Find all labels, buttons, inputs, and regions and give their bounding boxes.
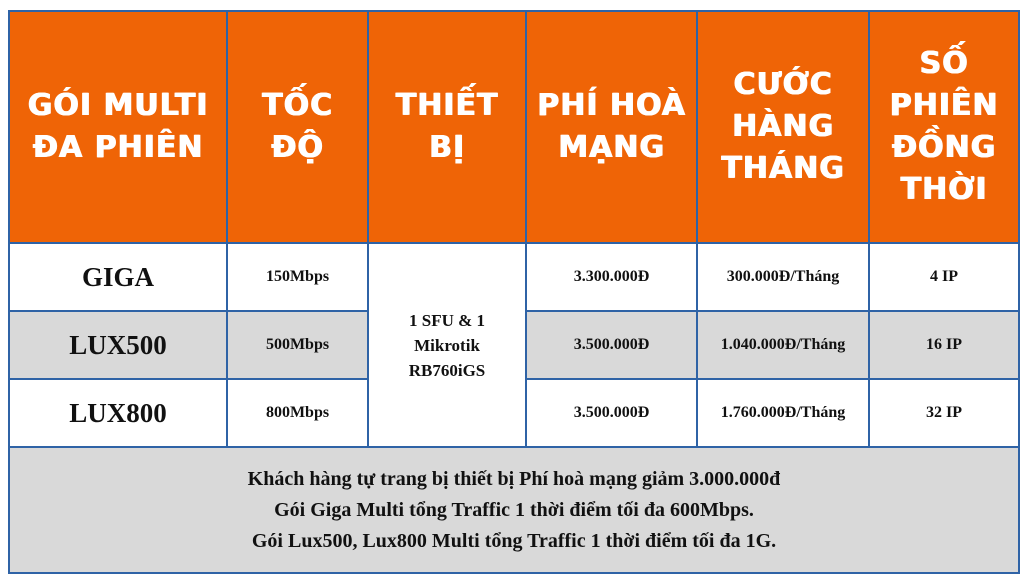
header-package: GÓI MULTI ĐA PHIÊN [9,11,227,243]
header-row [9,11,1019,243]
note-line: Gói Giga Multi tổng Traffic 1 thời điểm tối đa 600Mbps. [274,498,754,521]
note-line: Gói Lux500, Lux800 Multi tổng Traffic 1 thời điểm tối đa 1G. [251,529,777,552]
header-speed: TỐC ĐỘ [227,11,368,243]
header-sessions: SỐ PHIÊN ĐỒNG THỜI [869,11,1019,243]
package-name: LUX500 [9,311,227,379]
monthly-fee: 1.040.000Đ/Tháng [697,311,869,379]
header-install-fee: PHÍ HOÀ MẠNG [526,11,697,243]
pricing-table [8,10,1020,574]
package-name: LUX800 [9,379,227,447]
monthly-fee: 1.760.000Đ/Tháng [697,379,869,447]
note-line: Khách hàng tự trang bị thiết bị Phí hoà mạng giảm 3.000.000đ [247,467,781,490]
package-speed: 500Mbps [227,311,368,379]
sessions: 4 IP [869,243,1019,311]
pricing-table-container [8,10,1018,568]
sessions: 32 IP [869,379,1019,447]
install-fee: 3.300.000Đ [526,243,697,311]
install-fee: 3.500.000Đ [526,379,697,447]
table-row [9,243,1019,311]
package-speed: 150Mbps [227,243,368,311]
monthly-fee: 300.000Đ/Tháng [697,243,869,311]
package-name: GIGA [9,243,227,311]
package-speed: 800Mbps [227,379,368,447]
install-fee: 3.500.000Đ [526,311,697,379]
header-monthly-fee: CƯỚC HÀNG THÁNG [697,11,869,243]
device-cell: 1 SFU & 1 Mikrotik RB760iGS [368,243,526,447]
notes-cell [9,447,1019,573]
notes-row [9,447,1019,573]
header-device: THIẾT BỊ [368,11,526,243]
sessions: 16 IP [869,311,1019,379]
